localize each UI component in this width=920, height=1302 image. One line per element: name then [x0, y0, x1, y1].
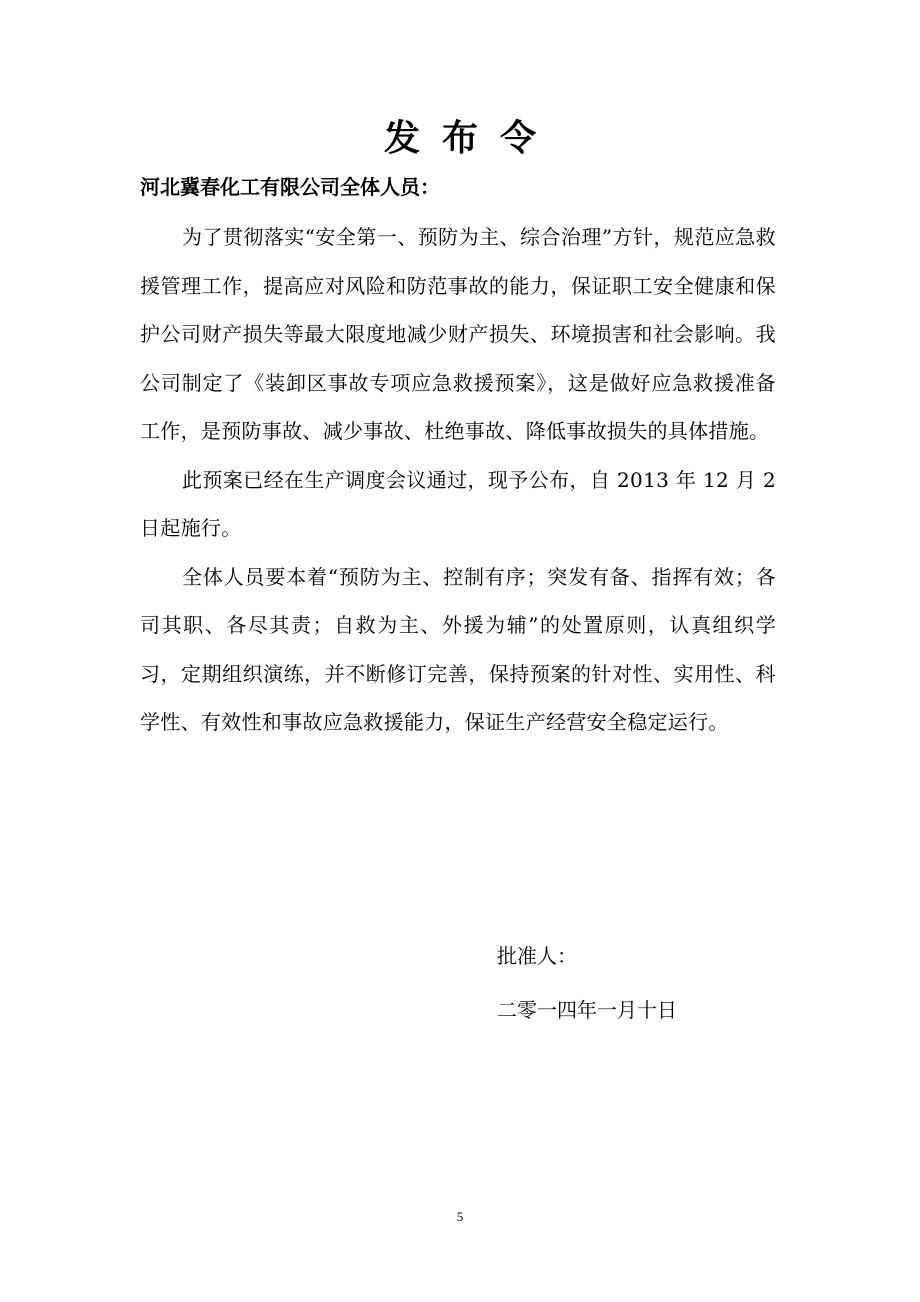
paragraph-principles: 全体人员要本着“预防为主、控制有序；突发有备、指挥有效；各司其职、各尽其责；自救为主、外援为辅”的处置原则，认真组织学习，定期组织演练，并不断修订完善，保持预案的针对性、实用性、科学性、有效性和事故应急救援能力，保证生产经营安全稳定运行。 [140, 564, 776, 734]
page-number: 5 [456, 1209, 464, 1224]
signature-block [497, 932, 677, 1040]
document-body [140, 213, 776, 747]
approver-label: 批准人： [497, 944, 577, 968]
signature-date: 二零一四年一月十日 [497, 998, 677, 1022]
paragraph-purpose: 为了贯彻落实“安全第一、预防为主、综合治理”方针，规范应急救援管理工作，提高应对风险和防范事故的能力，保证职工安全健康和保护公司财产损失等最大限度地减少财产损失、环境损害和社会影响。我公司制定了《装卸区事故专项应急救援预案》，这是做好应急救援准备工作，是预防事故、减少事故、杜绝事故、降低事故损失的具体措施。 [140, 225, 776, 443]
addressee-line: 河北冀春化工有限公司全体人员： [140, 175, 440, 199]
paragraph-effective-date: 此预案已经在生产调度会议通过，现予公布，自 2013 年 12 月 2 日起施行。 [140, 467, 776, 540]
document-title: 发布令 [383, 117, 558, 159]
